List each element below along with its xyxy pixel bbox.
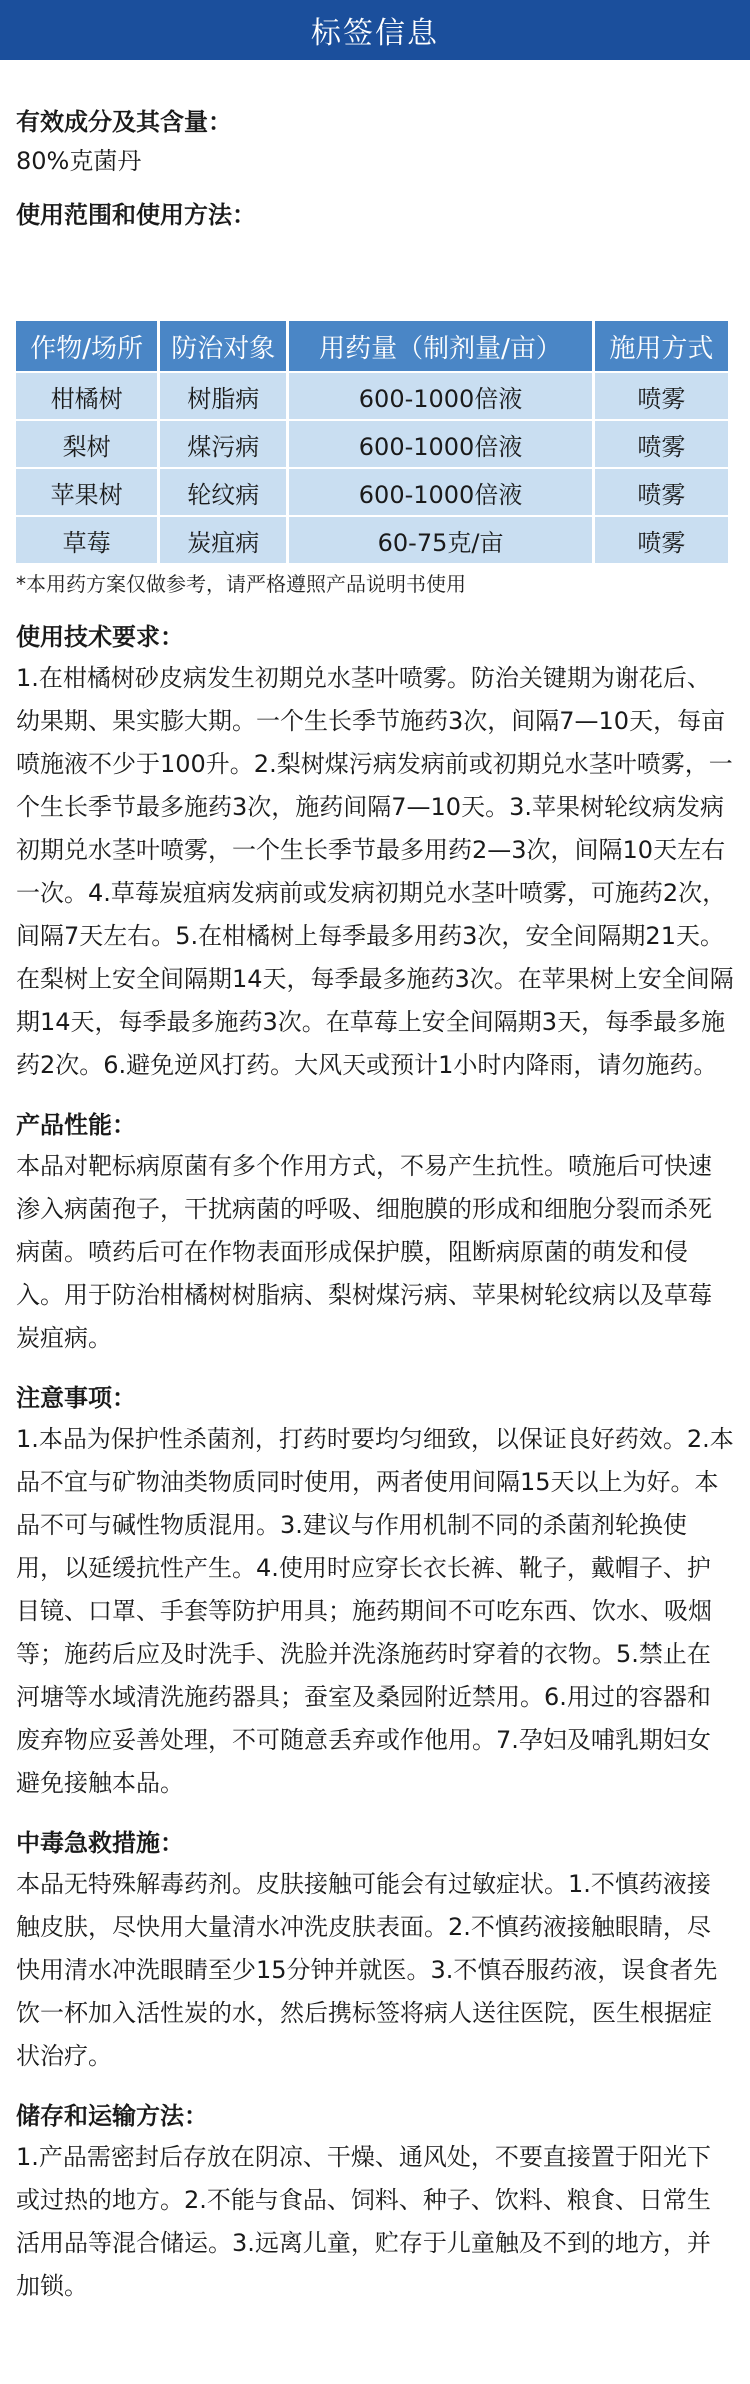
firstaid-section [16, 1825, 734, 2078]
precautions-title: 注意事项： [16, 1384, 136, 1412]
technique-text: 1.在柑橘树砂皮病发生初期兑水茎叶喷雾。防治关键期为谢花后、幼果期、果实膨大期。一个生长季节施药3次，间隔7—10天，每亩喷施液不少于100升。2.梨树煤污病发病前或初期兑水茎叶喷雾，一个生长季节最多施药3次，施药间隔7—10天。3.苹果树轮纹病发病初期兑水茎叶喷雾，一个生长季节最多用药2—3次，间隔10天左右一次。4.草莓炭疽病发病前或发病初期兑水茎叶喷雾，可施药2次，间隔7天左右。5.在柑橘树上每季最多用药3次，安全间隔期21天。在梨树上安全间隔期14天，每季最多施药3次。在苹果树上安全间隔期14天，每季最多施药3次。在草莓上安全间隔期3天，每季最多施药2次。6.避免逆风打药。大风天或预计1小时内降雨，请勿施药。 [16, 664, 734, 1079]
cell-method: 喷雾 [595, 469, 728, 515]
cell-target: 轮纹病 [160, 469, 286, 515]
cell-target: 煤污病 [160, 421, 286, 467]
table-row [16, 373, 728, 419]
technique-title: 使用技术要求： [16, 623, 184, 651]
table-row [16, 517, 728, 563]
storage-title: 储存和运输方法： [16, 2102, 208, 2130]
storage-section [16, 2098, 734, 2308]
ingredient-title: 有效成分及其含量： [16, 108, 232, 136]
column-header-dosage: 用药量（制剂量/亩） [289, 321, 592, 371]
firstaid-title: 中毒急救措施： [16, 1829, 184, 1857]
performance-text: 本品对靶标病原菌有多个作用方式，不易产生抗性。喷施后可快速渗入病菌孢子，干扰病菌的呼吸、细胞膜的形成和细胞分裂而杀死病菌。喷药后可在作物表面形成保护膜，阻断病原菌的萌发和侵入。用于防治柑橘树树脂病、梨树煤污病、苹果树轮纹病以及草莓炭疽病。 [16, 1152, 712, 1352]
header-bar [0, 0, 750, 60]
storage-text: 1.产品需密封后存放在阴凉、干燥、通风处，不要直接置于阳光下或过热的地方。2.不能与食品、饲料、种子、饮料、粮食、日常生活用品等混合储运。3.远离儿童，贮存于儿童触及不到的地方，并加锁。 [16, 2143, 711, 2300]
usage-table [13, 319, 731, 565]
cell-crop: 梨树 [16, 421, 157, 467]
usage-table-header-row [16, 321, 728, 371]
precautions-section [16, 1380, 734, 1805]
cell-method: 喷雾 [595, 517, 728, 563]
page-title: 标签信息 [311, 16, 439, 51]
precautions-text: 1.本品为保护性杀菌剂，打药时要均匀细致，以保证良好药效。2.本品不宜与矿物油类物质同时使用，两者使用间隔15天以上为好。本品不可与碱性物质混用。3.建议与作用机制不同的杀菌剂轮换使用，以延缓抗性产生。4.使用时应穿长衣长裤、靴子，戴帽子、护目镜、口罩、手套等防护用具；施药期间不可吃东西、饮水、吸烟等；施药后应及时洗手、洗脸并洗涤施药时穿着的衣物。5.禁止在河塘等水域清洗施药器具；蚕室及桑园附近禁用。6.用过的容器和废弃物应妥善处理，不可随意丢弃或作他用。7.孕妇及哺乳期妇女避免接触本品。 [16, 1425, 734, 1797]
cell-crop: 苹果树 [16, 469, 157, 515]
label-content [0, 104, 750, 2308]
cell-dosage: 60-75克/亩 [289, 517, 592, 563]
cell-method: 喷雾 [595, 373, 728, 419]
firstaid-text: 本品无特殊解毒药剂。皮肤接触可能会有过敏症状。1.不慎药液接触皮肤，尽快用大量清水冲洗皮肤表面。2.不慎药液接触眼睛，尽快用清水冲洗眼睛至少15分钟并就医。3.不慎吞服药液，误食者先饮一杯加入活性炭的水，然后携标签将病人送往医院，医生根据症状治疗。 [16, 1870, 718, 2070]
cell-target: 炭疽病 [160, 517, 286, 563]
column-header-method: 施用方式 [595, 321, 728, 371]
cell-crop: 柑橘树 [16, 373, 157, 419]
column-header-crop: 作物/场所 [16, 321, 157, 371]
table-row [16, 469, 728, 515]
cell-dosage: 600-1000倍液 [289, 421, 592, 467]
performance-section [16, 1107, 734, 1360]
cell-method: 喷雾 [595, 421, 728, 467]
usage-title: 使用范围和使用方法： [16, 201, 256, 229]
ingredient-value: 80%克菌丹 [16, 147, 142, 175]
performance-title: 产品性能： [16, 1111, 136, 1139]
technique-section [16, 619, 734, 1087]
cell-crop: 草莓 [16, 517, 157, 563]
table-row [16, 421, 728, 467]
column-header-target: 防治对象 [160, 321, 286, 371]
cell-target: 树脂病 [160, 373, 286, 419]
usage-note: *本用药方案仅做参考，请严格遵照产品说明书使用 [16, 572, 466, 596]
cell-dosage: 600-1000倍液 [289, 469, 592, 515]
cell-dosage: 600-1000倍液 [289, 373, 592, 419]
